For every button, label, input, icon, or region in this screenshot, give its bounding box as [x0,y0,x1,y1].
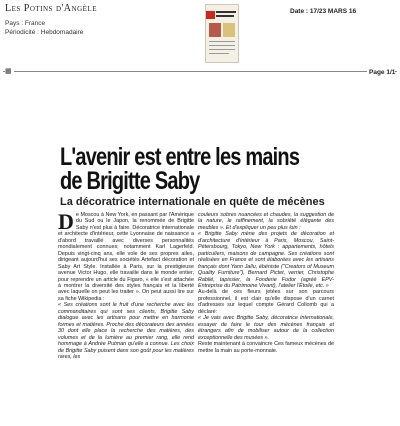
thumbnail-text [209,45,235,46]
paragraph: « Ses créations sont le fruit d'une recherche avec les commanditaires qui sont ses clients, Brigitte Saby dialogue avec les artisans pour mettre en harmonie formes et matières. Proche des décorateurs des années 30 dont elle place la recherche des matières, des volumes et de la lumière au premier rang, elle rend hommage à Andrée Putman qu'elle a connue. Les choix de Brigitte Saby puisent dans son goût pour les matières rares, les [58,302,194,360]
thumbnail-photo [209,23,221,37]
page-thumbnail [205,4,239,63]
thumbnail-logo [206,11,215,19]
country-label: Pays : France [5,20,46,27]
page-number: Page 1/1 [369,69,396,76]
thumbnail-text [209,49,235,50]
drop-cap: D [58,209,74,234]
article-column-left [58,209,194,360]
document-icon: ▦ [5,69,14,75]
paragraph: « Je vais avec Brigitte Saby, décoratrice internationale, essayer de faire le tour des mécènes français et étrangers afin de mobiliser autour de la collection exceptionnelle des musées ». [198,315,334,341]
article-headline: L'avenir est entre les mains de Brigitte Saby [60,143,300,195]
thumbnail-text [209,41,235,42]
thumbnail-headline [216,15,234,17]
frequency-label: Périodicité : Hebdomadaire [5,29,84,36]
paragraph: « Brigitte Saby mène des projets de décoration et d'architecture d'intérieur à Paris, Moscou, Saint-Pétersbourg, Tokyo, New York : appartements, hôtels particuliers, maisons de campagne. Ses créations sont réalisées en France et sont élaborées avec les artisans français dont Yann Jallu, ébéniste ("Creators of Museum Quality Furniture"), Bernard Pictet, verrier, Christophe Rablié, tapissier, la Fonderie Fodor (agréé EPV- Entreprise du Patrimoine Vivant), l'atelier l'Étoile, etc. » [198,231,334,289]
thumbnail-headline [216,11,236,13]
paragraph: Reste maintenant à convaincre Ces fameux mécènes de mettre la main au porte-monnaie. [198,341,334,354]
paragraph: Au-delà de ces fleurs jetées sur son parcours professionnel, il est clair qu'elle dispose d'un carnet d'adresses sur lequel compte Gérard Collomb qui a déclaré: [198,289,334,315]
issue-date: Date : 17/23 MARS 16 [290,8,357,15]
thumbnail-text [209,53,229,54]
paragraph: couleurs sobres nuancées et chaudes, la suggestion de la nature, le raffinement, la sobriété élégante des meubles ». Et d'expliquer un peu plus loin : [198,212,334,231]
article-subhead: La décoratrice internationale en quête de mécènes [60,196,325,208]
publication-title: Les Potins d'Angèle [5,3,97,14]
header-divider [3,71,397,72]
thumbnail-photo [223,23,235,37]
article-column-right [198,212,334,354]
paragraph: De Moscou à New York, en passant par l'Amérique du Sud ou le Japon, la renommée de Brigitte Saby n'est plus à faire. Décoratrice internationale et architecte d'intérieur, cette Lyonnaise de naissance a d'abord travaillé avec diverses personnalités mondialement connues; notamment Karl Lagerfeld. Depuis vingt-cinq ans, elle vole de ses propres ailes, dirigeant aujourd'hui ses sociétés Artefact décoration et Saby Art Style. Installée à Paris, sur la prestigieuse avenue Victor Hugo, elle travaille dans le monde entier, pour reprendre un article du Figaro, « elle s'est attachée à montrer la diversité des styles français et la liberté avec laquelle on peut les traiter ». On peut aussi lire sur sa fiche Wikipedia : [58,209,194,302]
